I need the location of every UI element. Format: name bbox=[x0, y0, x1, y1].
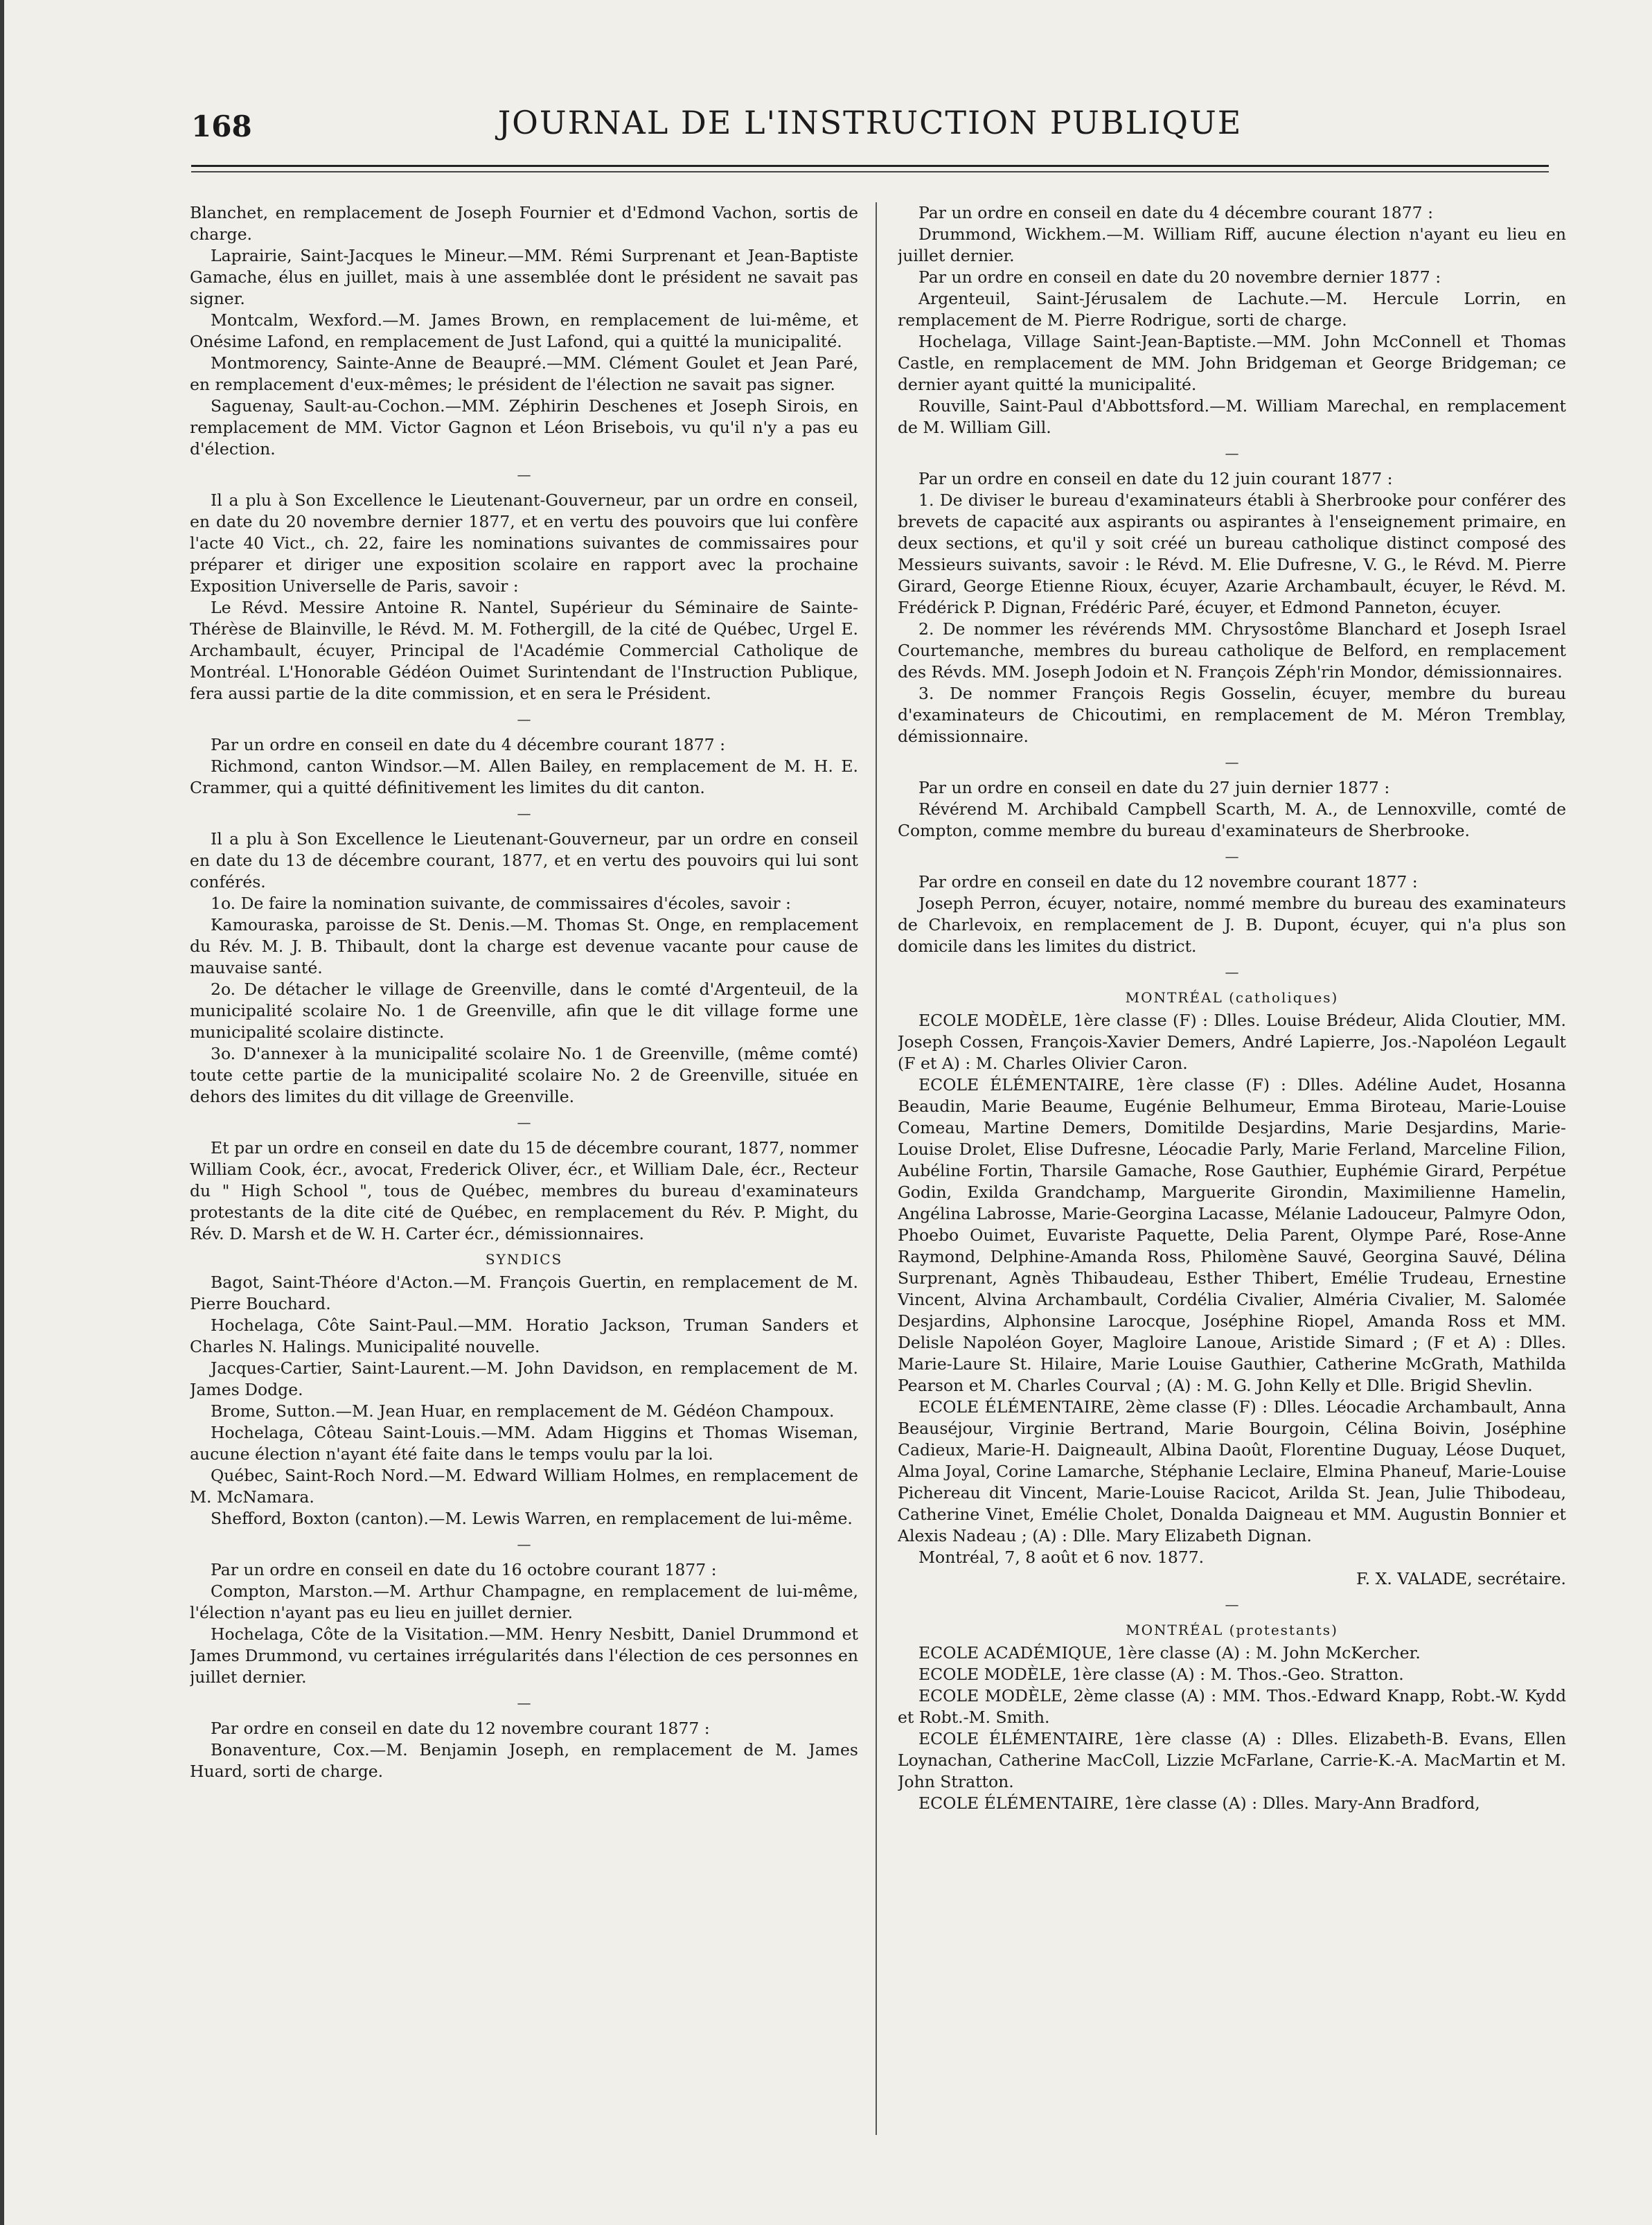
article-paragraph: 1o. De faire la nomination suivante, de commissaires d'écoles, savoir : bbox=[211, 894, 791, 913]
section-separator: — bbox=[1225, 445, 1239, 461]
article-paragraph: ECOLE ÉLÉMENTAIRE, 1ère classe (F) : Dlles. Adéline Audet, Hosanna Beaudin, Marie Beaume, Eugénie Belhumeur, Emma Biroteau, Marie-Louise Comeau, Martine Demers, Domitilde Desjardins, Marie Desjardins, Marie-Louise Drolet, Elise Dufresne, Léocadie Parly, Marie Ferland, Marceline Filion, Aubéline Fortin, Tharsile Gamache, Rose Gauthier, Euphémie Girard, Perpétue Godin, Exilda Grandchamp, Marguerite Girondin, Maximilienne Hamelin, Angélina Labrosse, Marie-Georgina Lacasse, Mélanie Ladouceur, Palmyre Odon, Phoebo Ouimet, Euvariste Paquette, Delia Parent, Olympe Paré, Rose-Anne Raymond, Delphine-Amanda Ross, Philomène Sauvé, Georgina Sauvé, Délina Surprenant, Agnès Thibaudeau, Esther Thibert, Emélie Trudeau, Ernestine Vincent, Alvina Archambault, Cordélia Civalier, Alméria Civalier, M. Salomée Desjardins, Alphonsine Larocque, Joséphine Riopel, Amanda Ross et MM. Delisle Napoléon Goyer, Magloire Lanoue, Aristide Simard ; (F et A) : Dlles. Marie-Laure St. Hilaire, Marie Louise Gauthier, Catherine McGrath, Mathilda Pearson et M. Charles Courval ; (A) : M. G. John Kelly et Dlle. Brigid Shevlin. bbox=[898, 1075, 1566, 1395]
article-paragraph: Drummond, Wickhem.—M. William Riff, aucune élection n'ayant eu lieu en juillet dernier. bbox=[898, 224, 1566, 265]
section-separator: — bbox=[517, 1694, 531, 1711]
article-paragraph: 1. De diviser le bureau d'examinateurs établi à Sherbrooke pour conférer des brevets de capacité aux aspirants ou aspirantes à l'enseignement primaire, en deux sections, et qu'il y soit créé un bureau catholique distinct composé des Messieurs suivants, savoir : le Révd. M. Elie Dufresne, V. G., le Révd. M. Pierre Girard, George Etienne Rioux, écuyer, Azarie Archambault, écuyer, le Révd. M. Frédérick P. Dignan, Frédéric Paré, écuyer, et Edmond Panneton, écuyer. bbox=[898, 490, 1566, 617]
article-paragraph: Révérend M. Archibald Campbell Scarth, M. A., de Lennoxville, comté de Compton, comme membre du bureau d'examinateurs de Sherbrooke. bbox=[898, 799, 1566, 840]
article-paragraph: Montmorency, Sainte-Anne de Beaupré.—MM. Clément Goulet et Jean Paré, en remplacement d'eux-mêmes; le président de l'élection ne savait pas signer. bbox=[190, 353, 858, 394]
article-paragraph: ECOLE ÉLÉMENTAIRE, 2ème classe (F) : Dlles. Léocadie Archambault, Anna Beauséjour, Virginie Bertrand, Marie Bourgoin, Célina Boivin, Joséphine Cadieux, Marie-H. Daigneault, Albina Daoût, Florentine Duguay, Léose Duquet, Alma Joyal, Corine Lamarche, Stéphanie Leclaire, Elmina Phaneuf, Marie-Louise Pichereau dit Vincent, Marie-Louise Racicot, Arilda St. Jean, Julie Thibodeau, Catherine Vinet, Emélie Cholet, Donalda Daigneau et MM. Augustin Bonnier et Alexis Nadeau ; (A) : Dlle. Mary Elizabeth Dignan. bbox=[898, 1397, 1566, 1545]
article-paragraph: Par un ordre en conseil en date du 12 juin courant 1877 : bbox=[918, 469, 1393, 488]
article-paragraph: Il a plu à Son Excellence le Lieutenant-Gouverneur, par un ordre en conseil, en date du 20 novembre dernier 1877, et en vertu des pouvoirs que lui confère l'acte 40 Vict., ch. 22, faire les nominations suivantes de commissaires pour préparer et diriger une exposition scolaire en rapport avec la prochaine Exposition Universelle de Paris, savoir : bbox=[190, 490, 858, 596]
article-paragraph: Par ordre en conseil en date du 12 novembre courant 1877 : bbox=[211, 1719, 710, 1738]
article-paragraph: Saguenay, Sault-au-Cochon.—MM. Zéphirin Deschenes et Joseph Sirois, en remplacement de MM. Victor Gagnon et Léon Brisebois, vu qu'il n'y a pas eu d'élection. bbox=[190, 396, 858, 459]
article-paragraph: Kamouraska, paroisse de St. Denis.—M. Thomas St. Onge, en remplacement du Rév. M. J. B. Thibault, dont la charge est devenue vacante pour cause de mauvaise santé. bbox=[190, 915, 858, 977]
article-paragraph: Le Révd. Messire Antoine R. Nantel, Supérieur du Séminaire de Sainte-Thérèse de Blainville, le Révd. M. M. Fothergill, de la cité de Québec, Urgel E. Archambault, écuyer, Principal de l'Académie Commercial Catholique de Montréal. L'Honorable Gédéon Ouimet Surintendant de l'Instruction Publique, fera aussi partie de la dite commission, et en sera le Président. bbox=[190, 598, 858, 703]
article-paragraph: Hochelaga, Côte Saint-Paul.—MM. Horatio Jackson, Truman Sanders et Charles N. Halings. Municipalité nouvelle. bbox=[190, 1315, 858, 1356]
section-separator: — bbox=[1225, 754, 1239, 770]
article-paragraph: Brome, Sutton.—M. Jean Huar, en remplacement de M. Gédéon Champoux. bbox=[211, 1401, 835, 1421]
article-paragraph: Hochelaga, Côte de la Visitation.—MM. Henry Nesbitt, Daniel Drummond et James Drummond, vu certaines irrégularités dans l'élection de ces personnes en juillet dernier. bbox=[190, 1624, 858, 1687]
article-paragraph: Et par un ordre en conseil en date du 15 de décembre courant, 1877, nommer William Cook, écr., avocat, Frederick Oliver, écr., et William Dale, écr., Recteur du " High School ", tous de Québec, membres du bureau d'examinateurs protestants de la dite cité de Québec, en remplacement du Rév. P. Might, du Rév. D. Marsh et de W. H. Carter écr., démissionnaires. bbox=[190, 1138, 858, 1243]
article-paragraph: ECOLE ÉLÉMENTAIRE, 1ère classe (A) : Dlles. Mary-Ann Bradford, bbox=[918, 1793, 1480, 1813]
section-separator: — bbox=[517, 1114, 531, 1131]
left-column bbox=[190, 202, 858, 2142]
article-paragraph: Par ordre en conseil en date du 12 novembre courant 1877 : bbox=[918, 872, 1418, 892]
article-paragraph: ECOLE MODÈLE, 1ère classe (A) : M. Thos.-Geo. Stratton. bbox=[918, 1665, 1404, 1684]
running-title: JOURNAL DE L'INSTRUCTION PUBLIQUE bbox=[497, 104, 1243, 141]
article-paragraph: Richmond, canton Windsor.—M. Allen Bailey, en remplacement de M. H. E. Crammer, qui a quitté définitivement les limites du dit canton. bbox=[190, 756, 858, 797]
article-paragraph: Par un ordre en conseil en date du 16 octobre courant 1877 : bbox=[211, 1560, 717, 1579]
article-paragraph: 3. De nommer François Regis Gosselin, écuyer, membre du bureau d'examinateurs de Chicoutimi, en remplacement de M. Méron Tremblay, démissionnaire. bbox=[898, 684, 1566, 746]
article-paragraph: Hochelaga, Côteau Saint-Louis.—MM. Adam Higgins et Thomas Wiseman, aucune élection n'ayant été faite dans le temps voulu par la loi. bbox=[190, 1423, 858, 1464]
signature-line: F. X. VALADE, secrétaire. bbox=[1356, 1569, 1566, 1588]
article-paragraph: Québec, Saint-Roch Nord.—M. Edward William Holmes, en remplacement de M. McNamara. bbox=[190, 1466, 858, 1507]
article-paragraph: Montcalm, Wexford.—M. James Brown, en remplacement de lui-même, et Onésime Lafond, en remplacement de Just Lafond, qui a quitté la municipalité. bbox=[190, 310, 858, 351]
article-paragraph: ECOLE MODÈLE, 1ère classe (F) : Dlles. Louise Brédeur, Alida Cloutier, MM. Joseph Cossen, François-Xavier Demers, André Lapierre, Jos.-Napoléon Legault (F et A) : M. Charles Olivier Caron. bbox=[898, 1011, 1566, 1073]
article-paragraph: Bonaventure, Cox.—M. Benjamin Joseph, en remplacement de M. James Huard, sorti de charge. bbox=[190, 1740, 858, 1781]
article-paragraph: Par un ordre en conseil en date du 4 décembre courant 1877 : bbox=[918, 203, 1434, 222]
article-paragraph: Il a plu à Son Excellence le Lieutenant-Gouverneur, par un ordre en conseil en date du 13 de décembre courant, 1877, et en vertu des pouvoirs qui lui sont conférés. bbox=[190, 829, 858, 892]
section-heading: MONTRÉAL (catholiques) bbox=[1125, 989, 1339, 1006]
section-separator: — bbox=[1225, 848, 1239, 865]
article-paragraph: Compton, Marston.—M. Arthur Champagne, en remplacement de lui-même, l'élection n'ayant pas eu lieu en juillet dernier. bbox=[190, 1581, 858, 1622]
section-separator: — bbox=[1225, 1596, 1239, 1613]
article-paragraph: 3o. D'annexer à la municipalité scolaire No. 1 de Greenville, (même comté) toute cette partie de la municipalité scolaire No. 2 de Greenville, située en dehors des limites du dit village de Greenville. bbox=[190, 1044, 858, 1106]
article-paragraph: Par un ordre en conseil en date du 27 juin dernier 1877 : bbox=[918, 778, 1390, 797]
article-paragraph: 2. De nommer les révérends MM. Chrysostôme Blanchard et Joseph Israel Courtemanche, membres du bureau catholique de Belford, en remplacement des Révds. MM. Joseph Jodoin et N. François Zéph'rin Mondor, démissionnaires. bbox=[898, 619, 1566, 682]
page-number: 168 bbox=[191, 109, 252, 143]
article-paragraph: ECOLE ÉLÉMENTAIRE, 1ère classe (A) : Dlles. Elizabeth-B. Evans, Ellen Loynachan, Catherine MacColl, Lizzie McFarlane, Carrie-K.-A. MacMartin et M. John Stratton. bbox=[898, 1729, 1566, 1791]
section-separator: — bbox=[517, 466, 531, 483]
article-paragraph: Bagot, Saint-Théore d'Acton.—M. François Guertin, en remplacement de M. Pierre Bouchard. bbox=[190, 1273, 858, 1313]
section-separator: — bbox=[517, 711, 531, 727]
article-paragraph: Montréal, 7, 8 août et 6 nov. 1877. bbox=[918, 1548, 1205, 1567]
section-heading: MONTRÉAL (protestants) bbox=[1126, 1622, 1338, 1638]
article-paragraph: ECOLE ACADÉMIQUE, 1ère classe (A) : M. John McKercher. bbox=[918, 1643, 1421, 1663]
article-paragraph: Hochelaga, Village Saint-Jean-Baptiste.—MM. John McConnell et Thomas Castle, en remplacement de MM. John Bridgeman et George Bridgeman; ce dernier ayant quitté la municipalité. bbox=[898, 332, 1566, 394]
article-paragraph: Joseph Perron, écuyer, notaire, nommé membre du bureau des examinateurs de Charlevoix, en remplacement de J. B. Dupont, écuyer, qui n'a plus son domicile dans les limites du district. bbox=[898, 894, 1566, 956]
section-separator: — bbox=[1225, 964, 1239, 980]
article-paragraph: Par un ordre en conseil en date du 4 décembre courant 1877 : bbox=[211, 735, 726, 754]
article-paragraph: 2o. De détacher le village de Greenville, dans le comté d'Argenteuil, de la municipalité scolaire No. 1 de Greenville, afin que le dit village forme une municipalité scolaire distincte. bbox=[190, 979, 858, 1042]
right-column bbox=[898, 202, 1566, 2142]
article-paragraph: Rouville, Saint-Paul d'Abbottsford.—M. William Marechal, en remplacement de M. William Gill. bbox=[898, 396, 1566, 437]
article-paragraph: Blanchet, en remplacement de Joseph Fournier et d'Edmond Vachon, sortis de charge. bbox=[190, 203, 858, 244]
article-paragraph: Par un ordre en conseil en date du 20 novembre dernier 1877 : bbox=[918, 267, 1441, 287]
article-paragraph: Laprairie, Saint-Jacques le Mineur.—MM. Rémi Surprenant et Jean-Baptiste Gamache, élus en juillet, mais à une assemblée dont le président ne savait pas signer. bbox=[190, 246, 858, 308]
column-divider bbox=[876, 202, 877, 2135]
section-separator: — bbox=[517, 805, 531, 822]
article-paragraph: Jacques-Cartier, Saint-Laurent.—M. John Davidson, en remplacement de M. James Dodge. bbox=[190, 1358, 858, 1399]
section-heading: SYNDICS bbox=[485, 1251, 563, 1268]
article-paragraph: Argenteuil, Saint-Jérusalem de Lachute.—M. Hercule Lorrin, en remplacement de M. Pierre Rodrigue, sorti de charge. bbox=[898, 289, 1566, 330]
article-paragraph: ECOLE MODÈLE, 2ème classe (A) : MM. Thos.-Edward Knapp, Robt.-W. Kydd et Robt.-M. Smith. bbox=[898, 1686, 1566, 1727]
header-rule bbox=[191, 165, 1549, 172]
page-header bbox=[191, 104, 1549, 152]
section-separator: — bbox=[517, 1536, 531, 1552]
article-paragraph: Shefford, Boxton (canton).—M. Lewis Warren, en remplacement de lui-même. bbox=[211, 1509, 853, 1528]
